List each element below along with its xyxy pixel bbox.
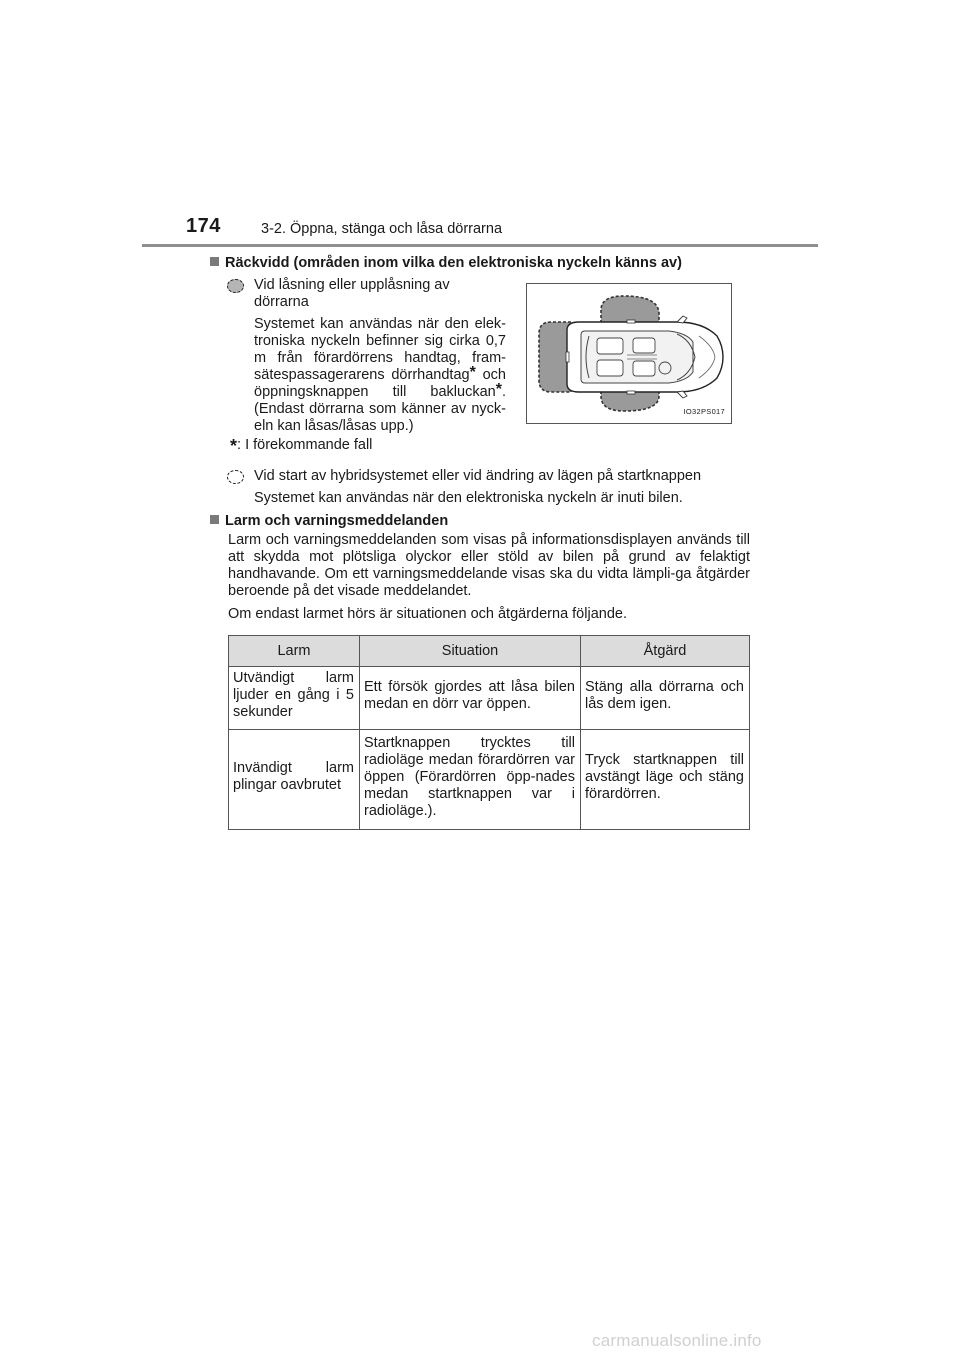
header-divider xyxy=(142,244,818,247)
table-row xyxy=(229,730,750,830)
table-cell: Invändigt larm plingar oavbrutet xyxy=(229,730,360,830)
footnote-star: * xyxy=(230,436,238,456)
table-cell: Stäng alla dörrarna och lås dem igen. xyxy=(581,667,750,730)
door-handle-passenger xyxy=(627,320,635,323)
alarm-table xyxy=(228,635,750,830)
watermark: carmanualsonline.info xyxy=(592,1331,762,1350)
detection-range-figure xyxy=(526,283,732,424)
table-row xyxy=(229,667,750,730)
table-cell: Utvändigt larm ljuder en gång i 5 sekunder xyxy=(229,667,360,730)
front-seat-driver xyxy=(633,361,655,376)
alarm-heading: Larm och varningsmeddelanden xyxy=(210,513,750,530)
trunk-opener xyxy=(566,352,569,362)
start-condition-text: Systemet kan användas när den elektroniska nyckeln är inuti bilen. xyxy=(254,490,683,506)
section-title: 3-2. Öppna, stänga och låsa dörrarna xyxy=(261,221,503,237)
dashed-circle-icon xyxy=(227,470,244,484)
door-handle-driver xyxy=(627,391,635,394)
front-seat-passenger xyxy=(633,338,655,353)
start-condition-title: Vid start av hybridsystemet eller vid ändring av lägen på startknappen xyxy=(254,468,702,484)
footnote: *: I förekommande fall xyxy=(230,436,373,456)
alarm-paragraph: Larm och varningsmeddelanden som visas på informationsdisplayen används till att skydda mot plötsliga olyckor eller stöld av bilen på grund av felaktigt handhavande. Om ett varningsmeddelande visas ska du vidta lämpli-ga åtgärder beroende på det visade meddelandet. xyxy=(228,532,750,599)
range-heading: Räckvidd (områden inom vilka den elektroniska nyckeln känns av) xyxy=(210,255,750,272)
rear-seat-right xyxy=(597,360,623,376)
footnote-star-marker: * xyxy=(495,381,502,398)
square-bullet-icon xyxy=(210,515,219,524)
page-number: 174 xyxy=(186,215,221,237)
dashed-circle-filled-icon xyxy=(227,279,244,293)
start-condition xyxy=(210,468,750,507)
alarm-intro: Om endast larmet hörs är situationen och åtgärderna följande. xyxy=(228,606,627,622)
lock-condition-title: Vid låsning eller upplåsning av dörrarna xyxy=(254,277,450,310)
table-cell: Startknappen trycktes till radioläge medan förardörren var öppen (Förardörren öpp-nades medan startknappen var i radioläge.). xyxy=(360,730,581,830)
lock-condition-text: Systemet kan användas när den elek-troniska nyckeln befinner sig cirka 0,7 m från förardörrens handtag, fram-sätespassagerarens dörrhandtag* och öppningsknappen till bakluckan*. (Endast dörrarna som känner av nyck-eln kan låsas/låsas upp.) xyxy=(254,316,506,434)
table-cell: Ett försök gjordes att låsa bilen medan en dörr var öppen. xyxy=(360,667,581,730)
square-bullet-icon xyxy=(210,257,219,266)
rear-seat-left xyxy=(597,338,623,354)
footnote-star-marker: * xyxy=(469,364,476,381)
table-cell: Tryck startknappen till avstängt läge och stäng förardörren. xyxy=(581,730,750,830)
table-header-row xyxy=(229,636,750,667)
figure-code: IO32PS017 xyxy=(683,407,725,416)
column-header-situation: Situation xyxy=(360,636,581,667)
page-content xyxy=(210,255,750,830)
column-header-atgard: Åtgärd xyxy=(581,636,750,667)
column-header-larm: Larm xyxy=(229,636,360,667)
lock-condition xyxy=(210,277,506,435)
